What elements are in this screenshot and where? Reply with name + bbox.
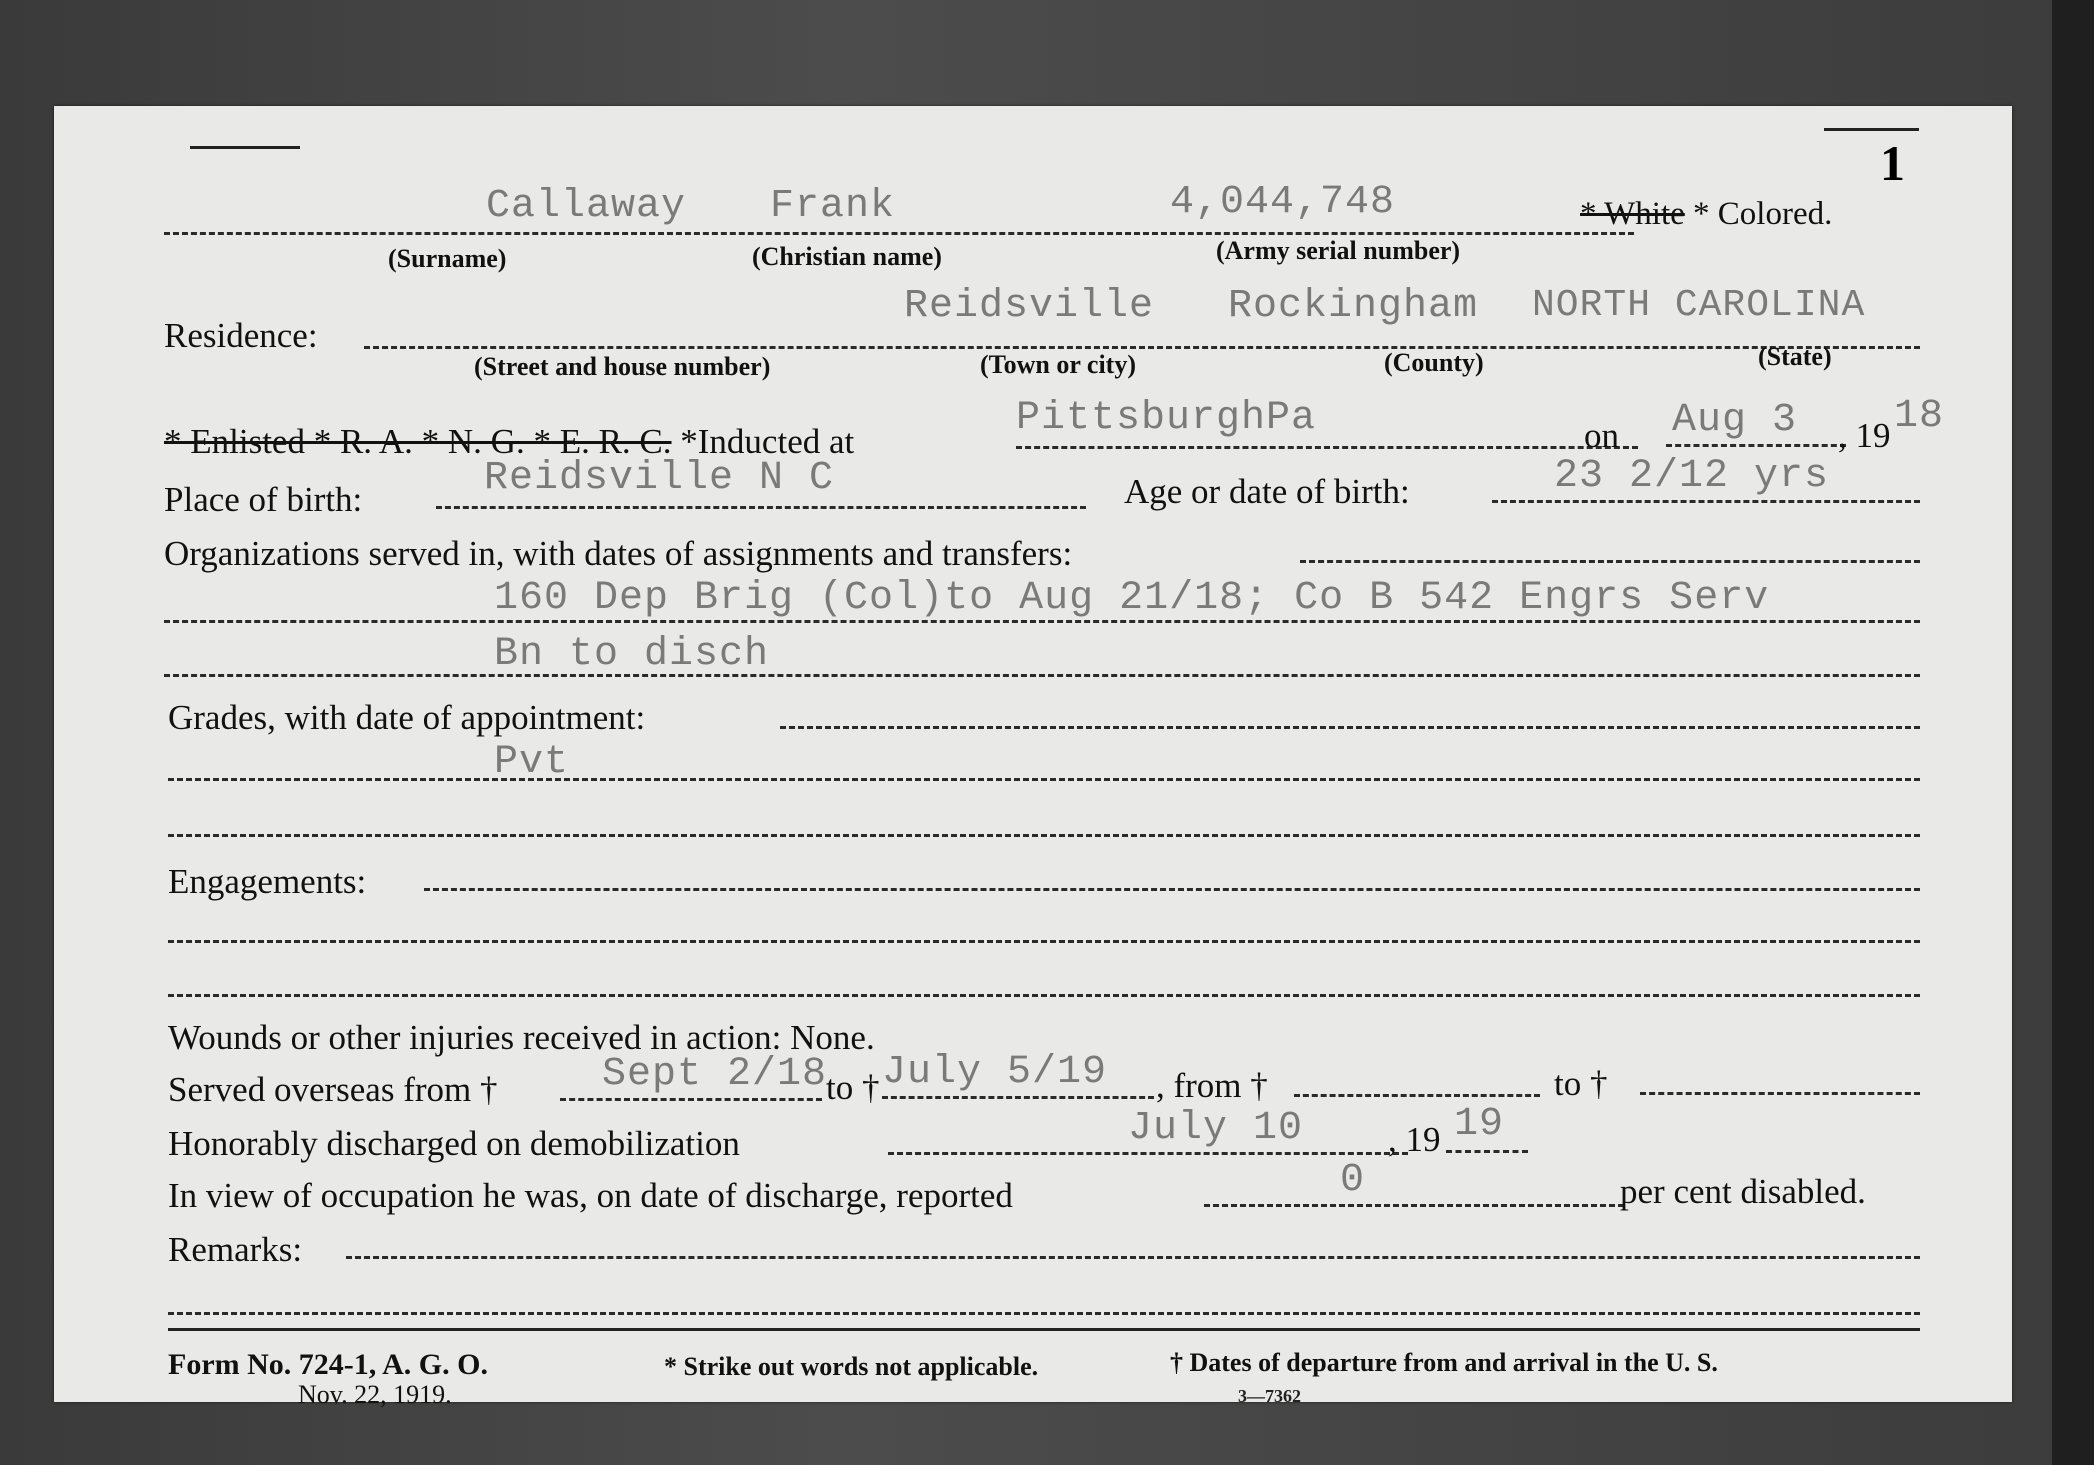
induction-date: Aug 3 xyxy=(1672,398,1798,443)
overseas-to2-line xyxy=(1640,1092,1920,1095)
discharge-year: 19 xyxy=(1454,1102,1505,1147)
disability-suffix: per cent disabled. xyxy=(1620,1172,1866,1211)
surname-value: Callaway xyxy=(486,184,687,229)
remarks-line-1 xyxy=(168,1312,1920,1315)
overseas-to-value: July 5/19 xyxy=(882,1050,1108,1095)
top-left-rule xyxy=(190,146,300,149)
on-label: on xyxy=(1584,416,1619,455)
discharge-year-line xyxy=(1446,1150,1528,1153)
inducted-label: *Inducted at xyxy=(680,422,855,461)
organizations-line-1 xyxy=(164,620,1920,623)
county-label: (County) xyxy=(1384,348,1484,377)
remarks-label: Remarks: xyxy=(168,1230,303,1269)
colored-option: * Colored. xyxy=(1693,196,1833,232)
inducted-at-value: PittsburghPa xyxy=(1016,396,1317,441)
overseas-from2-label: , from † xyxy=(1156,1066,1268,1105)
organizations-line-0 xyxy=(1300,560,1920,563)
engagements-label: Engagements: xyxy=(168,862,367,901)
white-option: * White xyxy=(1580,196,1685,232)
service-card xyxy=(54,106,2012,1409)
overseas-to-line xyxy=(882,1096,1154,1099)
form-number: Form No. 724-1, A. G. O. xyxy=(168,1348,488,1381)
form-date: Nov. 22, 1919. xyxy=(298,1380,452,1409)
organizations-line1: 160 Dep Brig (Col)to Aug 21/18; Co B 542 Engrs Serv xyxy=(494,576,1770,621)
grades-value: Pvt xyxy=(494,740,570,785)
age-line xyxy=(1492,500,1920,503)
name-line xyxy=(164,232,1634,235)
place-of-birth-line xyxy=(436,506,1086,509)
town-label: (Town or city) xyxy=(980,350,1136,379)
grades-line-0 xyxy=(780,726,1920,729)
footnote-dates: † Dates of departure from and arrival in the U. S. xyxy=(1170,1348,1718,1377)
surname-label: (Surname) xyxy=(388,244,507,273)
age-label: Age or date of birth: xyxy=(1124,472,1410,511)
footnote-strike: * Strike out words not applicable. xyxy=(664,1352,1039,1381)
engagements-line-2 xyxy=(168,994,1920,997)
residence-label: Residence: xyxy=(164,316,318,355)
serial-number-value: 4,044,748 xyxy=(1170,180,1396,225)
print-code: 3—7362 xyxy=(1238,1386,1301,1406)
grades-line-2 xyxy=(168,834,1920,837)
disability-line xyxy=(1204,1204,1624,1207)
organizations-line-2 xyxy=(164,674,1920,677)
induction-year: 18 xyxy=(1894,394,1945,439)
inducted-line xyxy=(1016,446,1638,449)
grades-label: Grades, with date of appointment: xyxy=(168,698,646,737)
residence-county: Rockingham xyxy=(1228,284,1479,329)
street-label: (Street and house number) xyxy=(474,352,771,381)
wounds-label: Wounds or other injuries received in action: None. xyxy=(168,1018,875,1057)
christian-name-label: (Christian name) xyxy=(752,242,942,271)
discharge-year-prefix: , 19 xyxy=(1388,1120,1441,1159)
overseas-to-label: to † xyxy=(826,1068,880,1107)
christian-name-value: Frank xyxy=(770,184,896,229)
state-label: (State) xyxy=(1758,342,1832,371)
induction-year-prefix: , 19 xyxy=(1838,416,1891,455)
organizations-line2: Bn to disch xyxy=(494,632,770,677)
overseas-from-value: Sept 2/18 xyxy=(602,1052,828,1097)
top-right-rule xyxy=(1824,128,1919,131)
age-value: 23 2/12 yrs xyxy=(1554,454,1830,499)
discharge-label: Honorably discharged on demobilization xyxy=(168,1124,740,1163)
overseas-from-line xyxy=(560,1098,822,1101)
footer-rule xyxy=(168,1328,1920,1331)
place-of-birth-label: Place of birth: xyxy=(164,480,363,519)
grades-line-1 xyxy=(168,778,1920,781)
overseas-label: Served overseas from † xyxy=(168,1070,498,1109)
disability-value: 0 xyxy=(1340,1158,1366,1203)
induction-date-line xyxy=(1666,444,1846,447)
serial-number-label: (Army serial number) xyxy=(1216,236,1461,265)
residence-line xyxy=(364,346,1920,349)
engagements-line-1 xyxy=(168,940,1920,943)
discharge-date: July 10 xyxy=(1128,1106,1304,1151)
card-number: 1 xyxy=(1880,135,1905,191)
overseas-to2-label: to † xyxy=(1554,1064,1608,1103)
residence-state: NORTH CAROLINA xyxy=(1532,284,1866,327)
remarks-line-0 xyxy=(346,1256,1920,1259)
organizations-label: Organizations served in, with dates of assignments and transfers: xyxy=(164,534,1073,573)
background-strip xyxy=(2052,0,2094,1465)
residence-town: Reidsville xyxy=(904,284,1155,329)
disability-label: In view of occupation he was, on date of discharge, reported xyxy=(168,1176,1013,1215)
overseas-from2-line xyxy=(1294,1094,1540,1097)
place-of-birth-value: Reidsville N C xyxy=(484,456,835,501)
engagements-line-0 xyxy=(424,888,1920,891)
enlistment-options: * Enlisted * R. A. * N. G. * E. R. C. xyxy=(164,422,672,461)
discharge-date-line xyxy=(888,1152,1408,1155)
